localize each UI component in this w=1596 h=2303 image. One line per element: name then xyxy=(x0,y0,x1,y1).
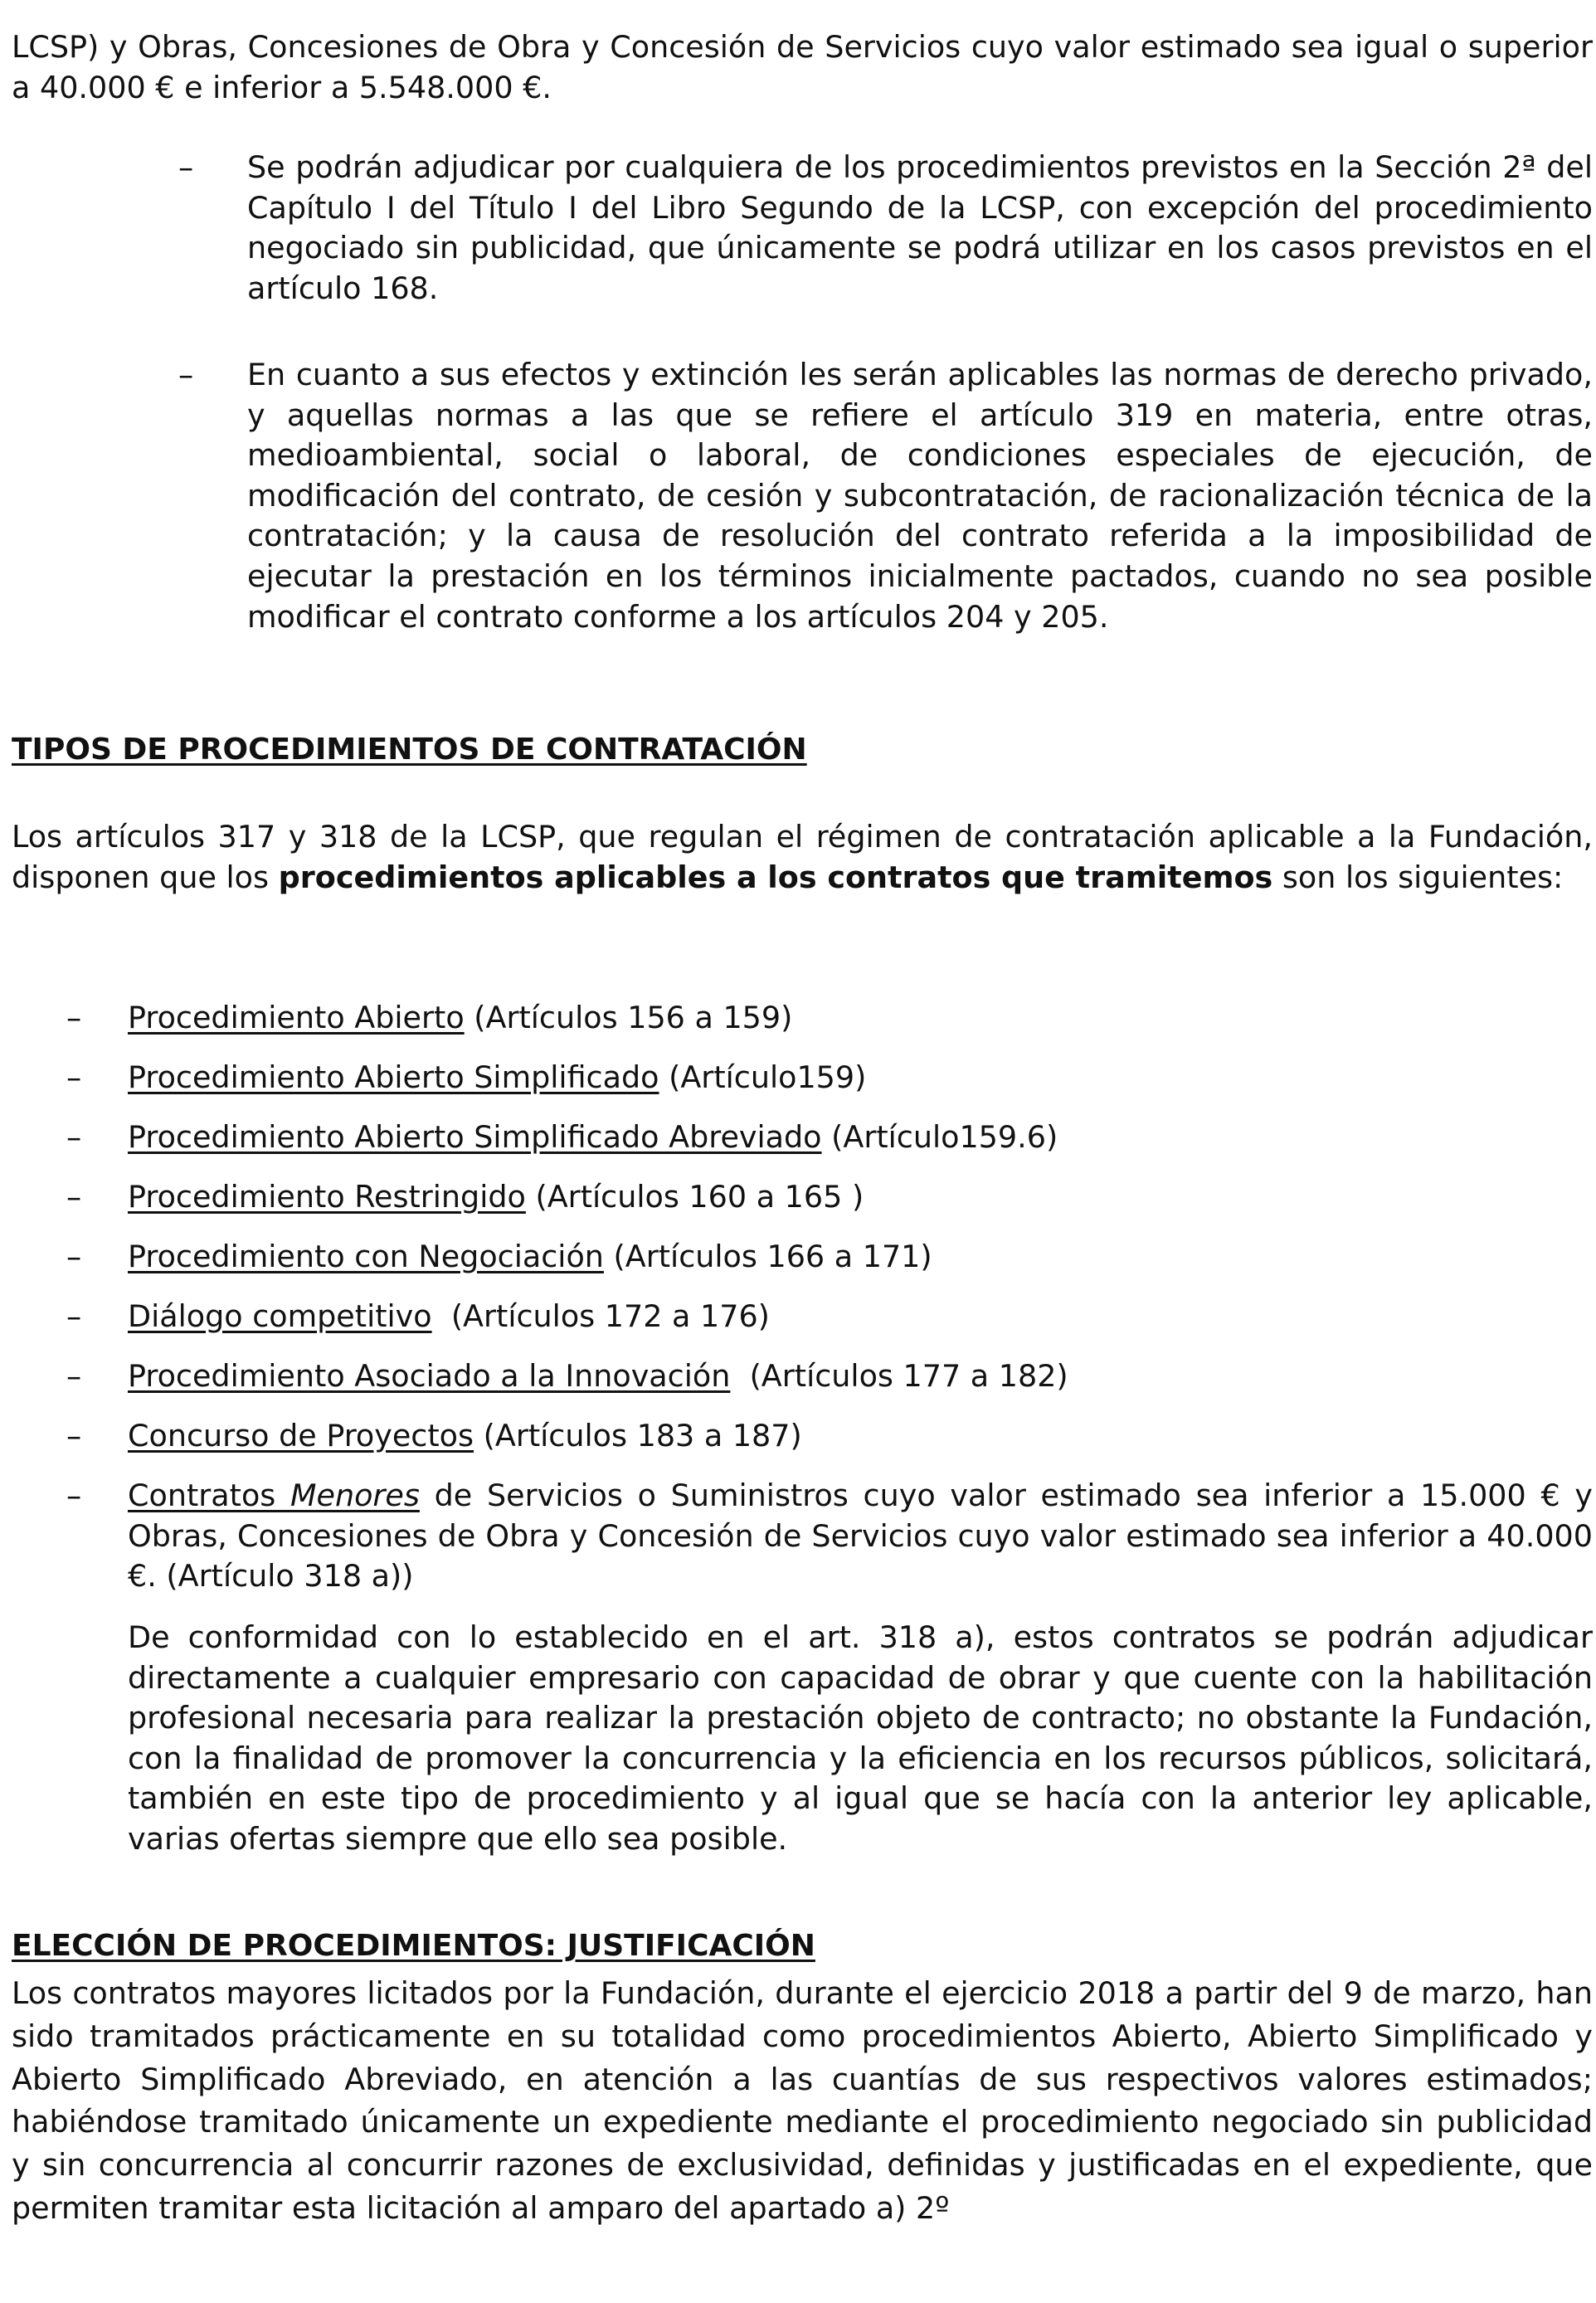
procedure-ref: (Artículo159) xyxy=(659,1059,867,1095)
procedure-ref: (Artículos 160 a 165 ) xyxy=(525,1179,864,1215)
list-dash: – xyxy=(66,1059,82,1095)
contratos-menores-subparagraph: De conformidad con lo establecido en el art. 318 a), estos contratos se podrán adjudicar directamente a cualquier empresario con capacidad de obrar y que cuente con la habilitación profesional necesaria para realizar la prestación objeto de contracto; no obstante la Fundación, con la finalidad de promover la concurrencia y la eficiencia en los recursos públicos, solicitará, también en este tipo de procedimiento y al igual que se hacía con la anterior ley aplicable, varias ofertas siempre que ello sea posible. xyxy=(128,1619,1593,1857)
procedure-ref: (Artículos 183 a 187) xyxy=(474,1418,802,1453)
procedure-name: Procedimiento Restringido xyxy=(128,1179,526,1215)
list-dash: – xyxy=(66,1418,82,1453)
procedure-name: Procedimiento Asociado a la Innovación xyxy=(128,1358,731,1394)
procedure-ref: (Artículos 166 a 171) xyxy=(603,1239,932,1274)
contratos-menores-label xyxy=(128,1478,420,1513)
procedure-ref: (Artículos 156 a 159) xyxy=(464,1000,793,1035)
list-dash: – xyxy=(66,1478,82,1513)
list-dash: – xyxy=(66,1000,82,1035)
section-heading-eleccion: ELECCIÓN DE PROCEDIMIENTOS: JUSTIFICACIÓN xyxy=(12,1929,815,1963)
procedure-ref: (Artículos 172 a 176) xyxy=(431,1298,770,1334)
tipos-text-after: son los siguientes: xyxy=(1272,859,1564,895)
contratos-label-b: Menores xyxy=(290,1478,420,1513)
list-dash: – xyxy=(66,1358,82,1394)
list-dash: – xyxy=(66,1179,82,1215)
bullet-dash: – xyxy=(178,357,194,392)
tipos-paragraph xyxy=(12,817,1593,898)
list-dash: – xyxy=(66,1298,82,1334)
procedure-ref: (Artículo159.6) xyxy=(821,1119,1058,1155)
bullet-text: Se podrán adjudicar por cualquiera de los procedimientos previstos en la Sección 2ª del Capítulo I del Título I del Libro Segundo de la LCSP, con excepción del procedimiento negociado sin publicidad, que únicamente se podrá utilizar en los casos previstos en el artículo 168. xyxy=(247,149,1593,306)
intro-paragraph: LCSP) y Obras, Concesiones de Obra y Concesión de Servicios cuyo valor estimado sea igual o superior a 40.000 € e inferior a 5.548.000 €. xyxy=(12,29,1593,105)
tipos-text-before: Los artículos 317 y 318 de la LCSP, que regulan el régimen de contratación aplicable a la Fundación, disponen que los xyxy=(12,819,1593,895)
procedure-name: Procedimiento Abierto xyxy=(128,1000,465,1035)
tipos-text-bold: procedimientos aplicables a los contratos que tramitemos xyxy=(278,859,1273,895)
bullet-text: En cuanto a sus efectos y extinción les serán aplicables las normas de derecho privado, y aquellas normas a las que se refiere el artículo 319 en materia, entre otras, medioambiental, social o laboral, de condiciones especiales de ejecución, de modificación del contrato, de cesión y subcontratación, de racionalización técnica de la contratación; y la causa de resolución del contrato referida a la imposibilidad de ejecutar la prestación en los términos inicialmente pactados, cuando no sea posible modificar el contrato conforme a los artículos 204 y 205. xyxy=(247,357,1593,635)
eleccion-paragraph: Los contratos mayores licitados por la Fundación, durante el ejercicio 2018 a partir del 9 de marzo, han sido tramitados prácticamente en su totalidad como procedimientos Abierto, Abierto Simplificado y Abierto Simplificado Abreviado, en atención a las cuantías de sus respectivos valores estimados; habiéndose tramitado únicamente un expediente mediante el procedimiento negociado sin publicidad y sin concurrencia al concurrir razones de exclusividad, definidas y justificadas en el expediente, que permiten tramitar esta licitación al amparo del apartado a) 2º xyxy=(12,1975,1593,2226)
procedure-name: Procedimiento Abierto Simplificado Abreviado xyxy=(128,1119,822,1155)
list-dash: – xyxy=(66,1119,82,1155)
procedure-ref: (Artículos 177 a 182) xyxy=(730,1358,1068,1394)
section-heading-tipos: TIPOS DE PROCEDIMIENTOS DE CONTRATACIÓN xyxy=(12,733,807,767)
procedure-name: Procedimiento con Negociación xyxy=(128,1239,604,1274)
contratos-menores-text: de Servicios o Suministros cuyo valor estimado sea inferior a 15.000 € y Obras, Concesiones de Obra y Concesión de Servicios cuyo valor estimado sea inferior a 40.000 €. (Artículo 318 a)) xyxy=(128,1478,1593,1595)
list-dash: – xyxy=(66,1239,82,1274)
procedure-name: Diálogo competitivo xyxy=(128,1298,432,1334)
contratos-label-a: Contratos xyxy=(128,1478,291,1513)
procedure-name: Concurso de Proyectos xyxy=(128,1418,474,1453)
procedure-name: Procedimiento Abierto Simplificado xyxy=(128,1059,659,1095)
bullet-dash: – xyxy=(178,149,194,185)
